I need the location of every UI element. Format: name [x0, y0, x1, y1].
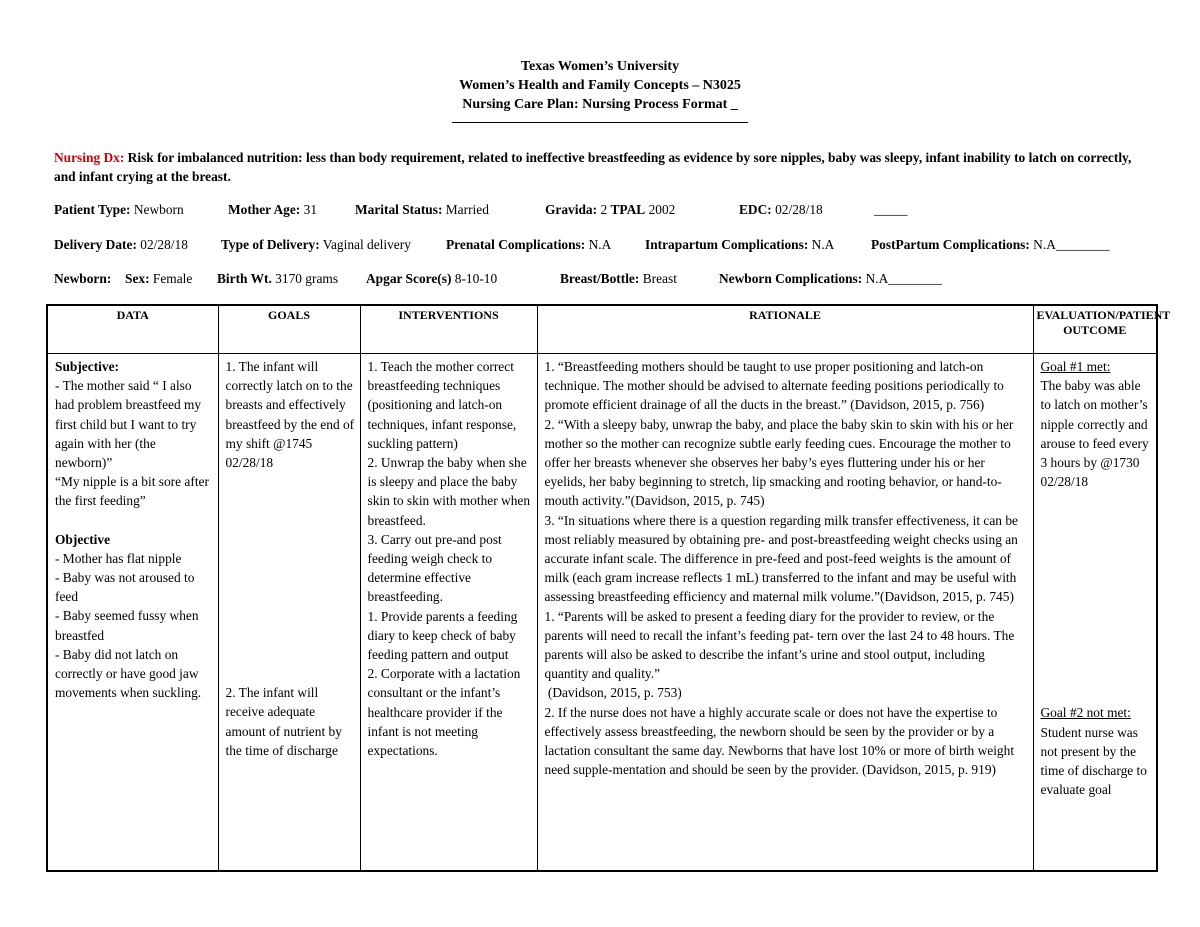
type-of-delivery-label: Type of Delivery: — [221, 237, 320, 252]
prenatal-complications-field — [446, 237, 611, 253]
prenatal-complications-value: N.A — [588, 237, 612, 252]
header-evaluation: EVALUATION/PATIENT OUTCOME — [1033, 305, 1157, 354]
rationale-goal-2: 1. “Parents will be asked to present a feeding diary for the provider to review, or the parents will need to recall the infant’s feeding pat- tern over the last 24 to 48 hours. The parents will also be asked to describe the infant’s urine and stool output, including quantity and quality.” (Davidson, 2015, p. 753) 2. If the nurse does not have a highly accurate scale or does not have the expertise to effectively assess breastfeeding, the newborn should be seen by the provider or by a lactation consultant the same day. Newborns that have lost 10% or more of birth weight need supple-mentation and should be seen by the provider. (Davidson, 2015, p. 919) — [544, 608, 1015, 778]
postpartum-complications-field — [871, 237, 1109, 253]
type-of-delivery-value: Vaginal delivery — [322, 237, 411, 252]
newborn-complications-label: Newborn Complications: — [719, 271, 863, 286]
subjective-text: - The mother said “ I also had problem breastfeed my first child but I want to try again with her (the newborn)” “My nipple is a bit sore after the first feeding” — [55, 378, 209, 509]
edc-field — [739, 202, 823, 218]
patient-type-value: Newborn — [133, 202, 184, 217]
apgar-label: Apgar Score(s) — [366, 271, 452, 286]
newborn-label: Newborn: — [54, 271, 112, 286]
tpal-value: 2002 — [648, 202, 676, 217]
university-name: Texas Women’s University — [520, 59, 680, 74]
document-header — [0, 57, 1200, 123]
gravida-value: 2 — [600, 202, 608, 217]
data-cell — [47, 354, 218, 872]
prenatal-complications-label: Prenatal Complications: — [446, 237, 586, 252]
header-rationale: RATIONALE — [537, 305, 1033, 354]
goal-1: 1. The infant will correctly latch on to the breasts and effectively breastfeed by the end of my shift @1745 02/28/18 — [225, 359, 358, 471]
nursing-dx-label: Nursing Dx: — [54, 150, 125, 165]
rationale-goal-1: 1. “Breastfeeding mothers should be taught to use proper positioning and latch-on technique. The mother should be advised to alternate feeding positions periodically to promote efficient drainage of all the ducts in the breast.” (Davidson, 2015, p. 756) 2. “With a sleepy baby, unwrap the baby, and place the baby skin to skin with his or her mother so the mother can recognize subtle early feeding cues. Encourage the mother to offer her breasts whenever she observes her baby’s eyes fluttering under his or her eyelids, her baby beginning to stretch, lip smacking and rooting behavior, or hand-to-mouth activity.”(Davidson, 2015, p. 745) 3. “In situations where there is a question regarding milk transfer effectiveness, it can be most reliably measured by obtaining pre- and post-breastfeeding weight checks using an accurate infant scale. The difference in pre-feed and post-feed weights is the amount of milk (each gram increase reflects 1 mL) transferred to the infant and may be useful with assessing breastfeeding efficiency and maternal milk volume.”(Davidson, 2015, p. 745) — [544, 359, 1018, 605]
apgar-field — [366, 271, 497, 287]
header-goals: GOALS — [218, 305, 360, 354]
postpartum-complications-value: N.A________ — [1033, 237, 1110, 252]
marital-status-label: Marital Status: — [355, 202, 443, 217]
interventions-goal-2: 1. Provide parents a feeding diary to keep check of baby feeding pattern and output 2. Corporate with a lactation consultant or the infant’s healthcare provider if the infant is not meeting expectations. — [367, 608, 521, 759]
objective-text: - Mother has flat nipple - Baby was not aroused to feed - Baby seemed fussy when breastfed - Baby did not latch on correctly or have good jaw movements when suckling. — [55, 550, 202, 701]
birth-weight-value: 3170 grams — [275, 271, 339, 286]
goal-2: 2. The infant will receive adequate amount of nutrient by the time of discharge — [225, 685, 346, 758]
evaluation-cell — [1033, 354, 1157, 872]
intrapartum-complications-field — [645, 237, 834, 253]
edc-blank: _____ — [874, 202, 908, 217]
newborn-complications-field — [719, 271, 942, 287]
intrapartum-complications-label: Intrapartum Complications: — [645, 237, 809, 252]
interventions-cell — [360, 354, 537, 872]
sex-label: Sex: — [125, 271, 150, 286]
header-data: DATA — [47, 305, 218, 354]
newborn-complications-value: N.A________ — [865, 271, 942, 286]
patient-type-field — [54, 202, 184, 218]
header-interventions: INTERVENTIONS — [360, 305, 537, 354]
breast-bottle-field — [560, 271, 677, 287]
edc-value: 02/28/18 — [775, 202, 823, 217]
postpartum-complications-label: PostPartum Complications: — [871, 237, 1030, 252]
mother-age-label: Mother Age: — [228, 202, 301, 217]
table-row — [47, 354, 1157, 872]
delivery-date-field — [54, 237, 188, 253]
birth-weight-label: Birth Wt. — [217, 271, 272, 286]
table-header-row — [47, 305, 1157, 354]
subjective-label: Subjective: — [55, 359, 119, 374]
mother-age-field — [228, 202, 317, 218]
care-plan-title: Nursing Care Plan: Nursing Process Format _ — [462, 97, 738, 112]
goal-2-evaluation — [1041, 703, 1153, 799]
goal-1-evaluation-text: The baby was able to latch on mother’s nipple correctly and arouse to feed every 3 hours by @1730 02/28/18 — [1040, 378, 1153, 490]
goals-cell — [218, 354, 360, 872]
apgar-value: 8-10-10 — [454, 271, 498, 286]
marital-status-value: Married — [445, 202, 489, 217]
marital-status-field — [355, 202, 489, 218]
breast-bottle-label: Breast/Bottle: — [560, 271, 640, 286]
intrapartum-complications-value: N.A — [811, 237, 835, 252]
gravida-label: Gravida: — [545, 202, 598, 217]
objective-label: Objective — [55, 531, 111, 547]
interventions-goal-1: 1. Teach the mother correct breastfeeding techniques (positioning and latch-on techniques, infant response, suckling pattern) 2. Unwrap the baby when she is sleepy and place the baby skin to skin with mother when breastfeed. 3. Carry out pre-and post feeding weigh check to determine effective breastfeeding. — [367, 359, 531, 605]
name-blank-line — [452, 122, 748, 123]
patient-type-label: Patient Type: — [54, 202, 131, 217]
birth-weight-field — [217, 271, 338, 287]
nursing-diagnosis — [54, 149, 1149, 186]
nursing-dx-text: Risk for imbalanced nutrition: less than body requirement, related to ineffective breastfeeding as evidence by sore nipples, baby was sleepy, infant inability to latch on correctly, and infant crying at the breast. — [54, 150, 1132, 184]
sex-value: Female — [152, 271, 193, 286]
gravida-field — [545, 202, 675, 218]
sex-field — [125, 271, 192, 287]
goal-2-evaluation-text: Student nurse was not present by the time of discharge to evaluate goal — [1040, 724, 1151, 798]
edc-label: EDC: — [739, 202, 772, 217]
type-of-delivery-field — [221, 237, 411, 253]
goal-1-evaluation-label: Goal #1 met: — [1040, 359, 1111, 374]
delivery-date-value: 02/28/18 — [140, 237, 188, 252]
rationale-cell — [537, 354, 1033, 872]
care-plan-table — [46, 304, 1171, 872]
delivery-date-label: Delivery Date: — [54, 237, 137, 252]
mother-age-value: 31 — [303, 202, 318, 217]
tpal-label: TPAL — [610, 202, 646, 217]
breast-bottle-value: Breast — [642, 271, 677, 286]
goal-2-evaluation-label: Goal #2 not met: — [1040, 705, 1131, 721]
course-title: Women’s Health and Family Concepts – N3025 — [459, 78, 741, 93]
